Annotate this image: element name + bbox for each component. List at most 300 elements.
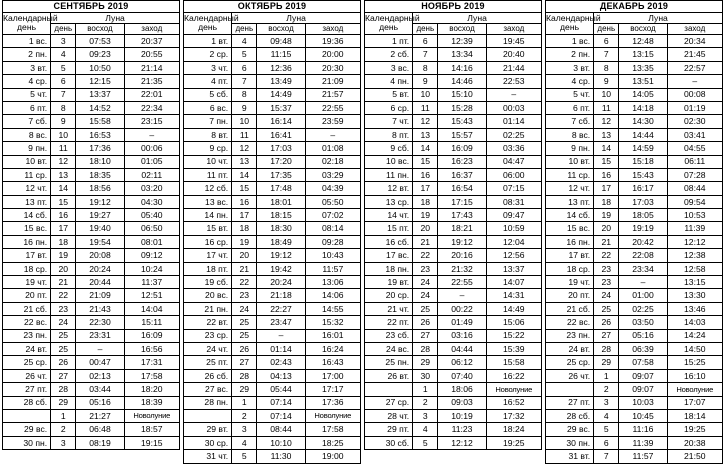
table-row (365, 249, 542, 262)
moonrise-cell: 01:14 (257, 342, 305, 355)
moonset-cell: 07:15 (486, 182, 541, 195)
table-row (546, 195, 723, 208)
lunar-day-cell: 3 (51, 436, 76, 449)
table-row (546, 249, 723, 262)
moonset-cell: 03:36 (486, 142, 541, 155)
moonset-cell: 11:39 (667, 222, 722, 235)
month-title: ОКТЯБРЬ 2019 (184, 1, 361, 13)
date-cell: 23 пн. (546, 329, 594, 342)
date-cell: 7 сб. (546, 115, 594, 128)
moonrise-cell: 22:27 (257, 302, 305, 315)
lunar-day-cell: 14 (413, 142, 438, 155)
moonset-cell: 01:19 (667, 101, 722, 114)
moon-header: Луна (413, 13, 542, 24)
moonrise-cell: 11:30 (257, 450, 305, 463)
date-cell: 7 пн. (184, 115, 232, 128)
date-cell: 3 чт. (184, 61, 232, 74)
date-cell: 20 ср. (365, 289, 413, 302)
date-cell: 30 пн. (3, 436, 51, 449)
table-row (3, 289, 180, 302)
date-cell: 27 пт. (546, 396, 594, 409)
month-table (364, 0, 542, 450)
table-row (184, 383, 361, 396)
moonrise-cell: 14:49 (257, 88, 305, 101)
table-row (184, 168, 361, 181)
moonrise-cell: 07:40 (438, 369, 486, 382)
date-cell: 2 пн. (546, 48, 594, 61)
date-cell: 10 вс. (365, 155, 413, 168)
table-row (3, 222, 180, 235)
moonrise-cell: 16:54 (438, 182, 486, 195)
lunar-day-cell: 22 (232, 276, 257, 289)
date-cell: 22 вс. (546, 316, 594, 329)
moonset-cell: 13:37 (486, 262, 541, 275)
moonset-cell: 21:35 (124, 75, 179, 88)
lunar-day-cell: 24 (51, 316, 76, 329)
table-row (546, 436, 723, 449)
moonrise-cell: 09:48 (257, 35, 305, 48)
moonrise-cell: 22:08 (619, 249, 667, 262)
table-row (546, 182, 723, 195)
moonset-cell: – (486, 88, 541, 101)
lunar-day-cell: 19 (594, 209, 619, 222)
date-cell: 19 сб. (184, 276, 232, 289)
lunar-day-cell: 23 (594, 262, 619, 275)
moonset-cell: 20:55 (124, 48, 179, 61)
date-cell: 18 ср. (3, 262, 51, 275)
lunar-day-cell: 1 (51, 409, 76, 422)
moonset-cell: 15:58 (486, 356, 541, 369)
moonrise-cell: 16:53 (76, 128, 124, 141)
date-cell: 6 вс. (184, 101, 232, 114)
lunar-day-cell: 25 (232, 329, 257, 342)
moonset-cell: 20:40 (486, 48, 541, 61)
date-cell: 4 пн. (365, 75, 413, 88)
table-row (184, 235, 361, 248)
date-cell: 15 вс. (3, 222, 51, 235)
moonrise-cell: 03:16 (438, 329, 486, 342)
date-cell: 14 сб. (3, 209, 51, 222)
moonset-cell: 10:24 (124, 262, 179, 275)
lunar-day-cell: 5 (594, 423, 619, 436)
table-row (546, 209, 723, 222)
table-row (365, 356, 542, 369)
table-row (184, 450, 361, 463)
lunar-day-header: день (594, 24, 619, 35)
table-row (546, 302, 723, 315)
moonset-cell: 16:09 (124, 329, 179, 342)
moonset-cell: 02:30 (667, 115, 722, 128)
lunar-day-cell: 30 (413, 369, 438, 382)
date-cell: 22 вс. (3, 316, 51, 329)
table-row (3, 128, 180, 141)
table-row (365, 342, 542, 355)
moonset-cell: 15:25 (667, 356, 722, 369)
table-row (365, 35, 542, 48)
moonrise-cell: 17:20 (257, 155, 305, 168)
moonset-cell: 21:14 (124, 61, 179, 74)
moonrise-cell: 14:16 (438, 61, 486, 74)
lunar-day-cell: 8 (51, 101, 76, 114)
moonset-cell: 08:31 (486, 195, 541, 208)
moonset-cell: 13:46 (667, 302, 722, 315)
date-cell: 25 пт. (184, 356, 232, 369)
moonset-cell: 12:12 (667, 235, 722, 248)
table-row (184, 128, 361, 141)
moonrise-cell: 11:15 (257, 48, 305, 61)
date-cell: 28 сб. (3, 396, 51, 409)
moonset-cell: 19:15 (124, 436, 179, 449)
date-cell: 20 вс. (184, 289, 232, 302)
table-row (184, 436, 361, 449)
moonset-cell: 08:01 (124, 235, 179, 248)
moonrise-cell: 18:10 (76, 155, 124, 168)
moonset-cell: 20:00 (305, 48, 360, 61)
moonrise-cell: 15:58 (76, 115, 124, 128)
moonset-cell: 13:15 (667, 276, 722, 289)
moonrise-cell: 01:00 (619, 289, 667, 302)
table-row (3, 369, 180, 382)
lunar-day-cell: 25 (413, 302, 438, 315)
lunar-day-cell: 24 (594, 289, 619, 302)
lunar-day-cell: 7 (594, 48, 619, 61)
moonset-cell: 20:37 (124, 35, 179, 48)
lunar-day-cell: 23 (413, 262, 438, 275)
date-cell: 29 вт. (184, 423, 232, 436)
moonset-cell: 12:04 (486, 235, 541, 248)
date-cell: 6 пт. (3, 101, 51, 114)
lunar-day-cell: 24 (413, 276, 438, 289)
moonset-cell: 17:58 (305, 423, 360, 436)
lunar-day-cell: 29 (594, 356, 619, 369)
moonset-cell: 15:32 (305, 316, 360, 329)
lunar-day-cell: 14 (594, 142, 619, 155)
moonrise-cell: 21:32 (438, 262, 486, 275)
table-row (184, 329, 361, 342)
date-cell: 25 пн. (365, 356, 413, 369)
table-row (184, 356, 361, 369)
moonset-cell: 03:20 (124, 182, 179, 195)
moonrise-cell: 05:16 (619, 329, 667, 342)
moonrise-cell: 18:49 (257, 235, 305, 248)
moonrise-cell: 06:12 (438, 356, 486, 369)
table-row (184, 302, 361, 315)
moonset-cell: 17:00 (305, 369, 360, 382)
table-row (3, 302, 180, 315)
moonrise-cell: 12:39 (438, 35, 486, 48)
table-row (184, 409, 361, 422)
moonset-cell: 17:36 (305, 396, 360, 409)
date-cell: 11 ср. (3, 168, 51, 181)
moonset-cell: 06:00 (486, 168, 541, 181)
lunar-day-cell: 13 (232, 155, 257, 168)
moonrise-cell: 20:24 (76, 262, 124, 275)
date-cell: 9 пн. (3, 142, 51, 155)
moonrise-cell: 12:12 (438, 436, 486, 449)
lunar-day-cell: 4 (51, 48, 76, 61)
lunar-day-cell: 6 (413, 35, 438, 48)
moonset-cell: 02:18 (305, 155, 360, 168)
month-title: ДЕКАБРЬ 2019 (546, 1, 723, 13)
table-row (365, 423, 542, 436)
moonrise-cell: 13:37 (76, 88, 124, 101)
moonrise-cell: 13:35 (619, 61, 667, 74)
moonset-header: заход (486, 24, 541, 35)
lunar-day-cell: 17 (51, 222, 76, 235)
lunar-day-cell: 18 (232, 222, 257, 235)
lunar-day-cell: 12 (413, 115, 438, 128)
date-cell: 3 вт. (3, 61, 51, 74)
date-cell: 13 пт. (546, 195, 594, 208)
date-cell: 12 вт. (365, 182, 413, 195)
table-row (365, 48, 542, 61)
lunar-day-cell: 4 (232, 35, 257, 48)
moonrise-cell: 14:46 (438, 75, 486, 88)
table-row (184, 115, 361, 128)
moonrise-cell: 15:10 (438, 88, 486, 101)
table-row (3, 356, 180, 369)
lunar-day-cell: 5 (51, 61, 76, 74)
moonrise-cell: 20:08 (76, 249, 124, 262)
moonrise-cell: 21:18 (257, 289, 305, 302)
moonrise-cell: 11:57 (619, 450, 667, 463)
lunar-day-header: день (413, 24, 438, 35)
moonrise-cell: 06:48 (76, 423, 124, 436)
lunar-day-cell: 7 (51, 88, 76, 101)
moonrise-cell: 13:34 (438, 48, 486, 61)
date-cell: 25 ср. (3, 356, 51, 369)
table-row (3, 75, 180, 88)
moonset-cell: 01:05 (124, 155, 179, 168)
moonrise-cell: 18:21 (438, 222, 486, 235)
date-cell: 21 сб. (546, 302, 594, 315)
date-cell: 7 чт. (365, 115, 413, 128)
table-row (546, 316, 723, 329)
moonset-cell: 19:00 (305, 450, 360, 463)
lunar-day-cell: 18 (594, 195, 619, 208)
table-row (546, 396, 723, 409)
lunar-day-cell: 28 (51, 383, 76, 396)
moonset-cell: 14:49 (486, 302, 541, 315)
date-cell: 13 пт. (3, 195, 51, 208)
table-row (3, 249, 180, 262)
lunar-day-cell: 26 (232, 342, 257, 355)
date-cell: 24 вт. (546, 342, 594, 355)
moonrise-cell: 15:28 (438, 101, 486, 114)
moonrise-cell: 09:23 (76, 48, 124, 61)
moonset-cell: 09:28 (305, 235, 360, 248)
moonset-cell: 19:25 (667, 423, 722, 436)
lunar-day-cell: 2 (594, 383, 619, 396)
lunar-day-cell: 20 (413, 222, 438, 235)
lunar-day-cell: 19 (51, 249, 76, 262)
moonset-cell: 08:14 (305, 222, 360, 235)
date-cell: 21 чт. (365, 302, 413, 315)
date-cell: 19 чт. (3, 276, 51, 289)
lunar-day-cell: 29 (413, 356, 438, 369)
calendar-day-header: Календарный день (3, 13, 51, 35)
lunar-day-cell: 20 (51, 262, 76, 275)
lunar-day-cell: 21 (51, 276, 76, 289)
moonrise-cell: 04:44 (438, 342, 486, 355)
lunar-day-cell: 16 (51, 209, 76, 222)
lunar-day-cell: 13 (594, 128, 619, 141)
moonset-cell: 23:15 (124, 115, 179, 128)
moonset-cell: 15:39 (486, 342, 541, 355)
table-row (365, 142, 542, 155)
table-row (184, 209, 361, 222)
moonrise-cell: – (438, 289, 486, 302)
moonset-cell: 21:44 (486, 61, 541, 74)
table-row (3, 48, 180, 61)
moonset-cell: 18:24 (486, 423, 541, 436)
moonrise-cell: – (257, 329, 305, 342)
date-cell: 18 ср. (546, 262, 594, 275)
lunar-day-cell: 28 (232, 369, 257, 382)
table-row (546, 115, 723, 128)
moonrise-cell: 03:44 (76, 383, 124, 396)
table-row (3, 209, 180, 222)
moonset-cell: 09:12 (124, 249, 179, 262)
date-cell: 27 вс. (184, 383, 232, 396)
moonrise-cell: 16:23 (438, 155, 486, 168)
moonrise-cell: 15:57 (438, 128, 486, 141)
table-row (546, 409, 723, 422)
moonset-cell: 00:03 (486, 101, 541, 114)
table-row (184, 48, 361, 61)
moonset-cell: 16:01 (305, 329, 360, 342)
table-row (3, 329, 180, 342)
table-row (184, 396, 361, 409)
date-cell: 23 ср. (184, 329, 232, 342)
lunar-day-cell: 9 (232, 101, 257, 114)
moonrise-cell: 16:17 (619, 182, 667, 195)
moonrise-cell: 15:43 (438, 115, 486, 128)
moonrise-cell: 14:52 (76, 101, 124, 114)
moonset-cell: 17:32 (486, 409, 541, 422)
lunar-day-cell: 27 (594, 329, 619, 342)
month-title: СЕНТЯБРЬ 2019 (3, 1, 180, 13)
date-cell: 8 вс. (546, 128, 594, 141)
moonrise-cell: 18:15 (257, 209, 305, 222)
moonset-cell: 22:34 (124, 101, 179, 114)
date-cell: 15 пт. (365, 222, 413, 235)
table-row (184, 182, 361, 195)
date-cell: 9 пн. (546, 142, 594, 155)
lunar-day-cell: 11 (594, 101, 619, 114)
table-row (546, 423, 723, 436)
moon-header: Луна (594, 13, 723, 24)
lunar-day-cell: 15 (413, 155, 438, 168)
moonrise-cell: 10:10 (257, 436, 305, 449)
moonset-cell: 18:57 (124, 423, 179, 436)
date-cell: 14 сб. (546, 209, 594, 222)
moonrise-cell: 12:48 (619, 35, 667, 48)
moonrise-cell: 20:24 (257, 276, 305, 289)
moonrise-cell: 14:30 (619, 115, 667, 128)
date-cell: 29 вс. (3, 423, 51, 436)
lunar-day-cell: 4 (232, 436, 257, 449)
lunar-day-cell: 20 (232, 249, 257, 262)
table-row (546, 88, 723, 101)
date-cell: 2 пн. (3, 48, 51, 61)
lunar-day-cell: 21 (413, 235, 438, 248)
table-row (546, 450, 723, 463)
moonset-cell: 20:30 (305, 61, 360, 74)
moonset-cell: 12:58 (667, 262, 722, 275)
moonset-cell: 17:17 (305, 383, 360, 396)
moonset-cell: 06:50 (124, 222, 179, 235)
lunar-day-cell: 22 (413, 249, 438, 262)
moonset-cell: 13:30 (667, 289, 722, 302)
date-cell: 13 ср. (365, 195, 413, 208)
table-row (184, 35, 361, 48)
date-cell: 1 вс. (3, 35, 51, 48)
table-row (184, 369, 361, 382)
moonset-cell: 15:22 (486, 329, 541, 342)
date-cell: 5 вт. (365, 88, 413, 101)
moonrise-header: восход (76, 24, 124, 35)
month-table (545, 0, 723, 464)
lunar-day-cell: 5 (413, 436, 438, 449)
date-cell: 22 вт. (184, 316, 232, 329)
table-row (365, 75, 542, 88)
moonset-cell: 08:44 (667, 182, 722, 195)
lunar-day-cell: 6 (51, 75, 76, 88)
date-cell (546, 383, 594, 396)
lunar-day-cell: 4 (413, 423, 438, 436)
moonset-cell: 21:50 (667, 450, 722, 463)
date-cell: 27 пт. (3, 383, 51, 396)
lunar-day-cell: 21 (594, 235, 619, 248)
moonset-cell: 19:45 (486, 35, 541, 48)
moonset-cell: 14:04 (124, 302, 179, 315)
table-row (546, 329, 723, 342)
date-cell: 21 пн. (184, 302, 232, 315)
moonrise-cell: 01:49 (438, 316, 486, 329)
moonrise-cell: 06:39 (619, 342, 667, 355)
moonset-cell: 15:06 (486, 316, 541, 329)
moonrise-cell: 00:22 (438, 302, 486, 315)
table-row (184, 249, 361, 262)
moonrise-cell: 18:01 (257, 195, 305, 208)
calendar-day-header: Календарный день (365, 13, 413, 35)
table-row (3, 61, 180, 74)
moonset-cell: 12:51 (124, 289, 179, 302)
table-row (365, 88, 542, 101)
lunar-day-cell: 21 (232, 262, 257, 275)
lunar-day-cell: 17 (232, 209, 257, 222)
lunar-day-cell: 24 (232, 302, 257, 315)
lunar-day-cell: 8 (232, 88, 257, 101)
lunar-day-cell: 25 (51, 329, 76, 342)
date-cell: 26 чт. (3, 369, 51, 382)
lunar-day-cell: 19 (232, 235, 257, 248)
lunar-day-cell: 15 (232, 182, 257, 195)
lunar-day-cell: 5 (232, 450, 257, 463)
moonset-cell: 21:57 (305, 88, 360, 101)
lunar-day-cell: 3 (51, 35, 76, 48)
table-row (365, 182, 542, 195)
date-cell: 20 пт. (3, 289, 51, 302)
moonset-cell: 09:47 (486, 209, 541, 222)
table-row (3, 142, 180, 155)
moonrise-cell: 21:43 (76, 302, 124, 315)
date-cell: 8 вт. (184, 128, 232, 141)
moonrise-cell: 11:16 (619, 423, 667, 436)
date-cell: 9 ср. (184, 142, 232, 155)
table-row (3, 262, 180, 275)
